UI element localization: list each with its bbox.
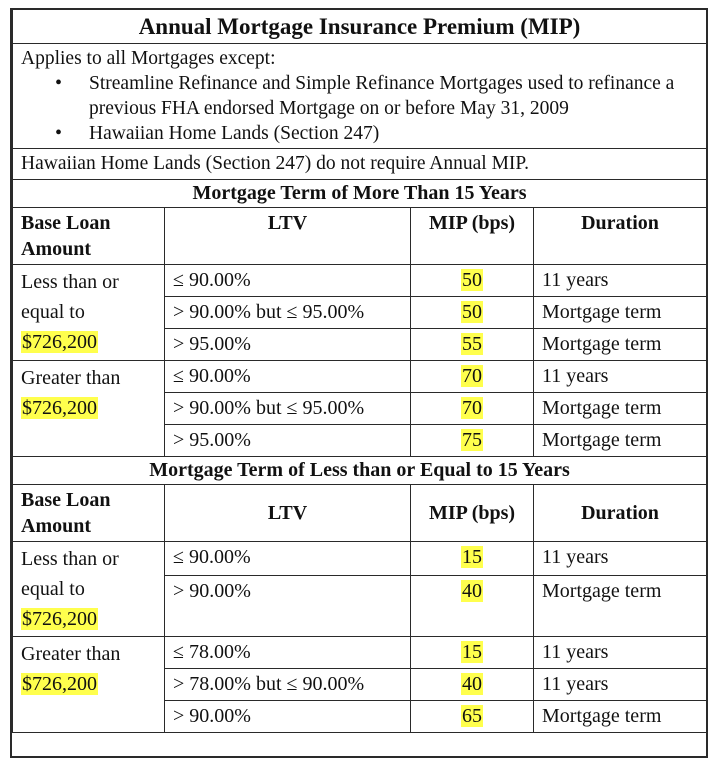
base-loan-amount: $726,200 [22, 673, 97, 695]
base-loan-label: Greater than [21, 643, 121, 665]
section-heading: Mortgage Term of Less than or Equal to 15 Years [13, 457, 707, 485]
duration-cell: Mortgage term [534, 297, 707, 329]
mip-value: 40 [462, 579, 482, 602]
mip-table [12, 10, 707, 733]
ltv-cell: > 90.00% [165, 701, 411, 733]
ltv-cell: ≤ 78.00% [165, 637, 411, 669]
ltv-cell: ≤ 90.00% [165, 265, 411, 297]
exception-item: • Streamline Refinance and Simple Refinance Mortgages used to refinance a previous FHA endorsed Mortgage on or before May 31, 2009 [89, 71, 698, 121]
base-loan-label: Less than or equal to [21, 271, 119, 323]
mip-cell [411, 265, 534, 297]
duration-cell: Mortgage term [534, 575, 707, 636]
hawaii-note: Hawaiian Home Lands (Section 247) do not require Annual MIP. [13, 149, 707, 180]
duration-cell: Mortgage term [534, 701, 707, 733]
ltv-cell: > 95.00% [165, 425, 411, 457]
duration-cell: 11 years [534, 669, 707, 701]
mip-cell [411, 329, 534, 361]
mip-value: 15 [462, 641, 482, 663]
mip-value: 50 [462, 269, 482, 291]
document-title: Annual Mortgage Insurance Premium (MIP) [13, 10, 707, 44]
mip-value: 65 [462, 705, 482, 727]
column-header-base-loan: Base Loan Amount [13, 485, 165, 542]
duration-cell: 11 years [534, 542, 707, 576]
exception-item: • Hawaiian Home Lands (Section 247) [89, 121, 698, 146]
base-loan-amount: $726,200 [22, 397, 97, 419]
mip-cell [411, 637, 534, 669]
ltv-cell: > 90.00% [165, 575, 411, 636]
mip-value: 55 [462, 333, 482, 355]
duration-cell: Mortgage term [534, 425, 707, 457]
ltv-cell: > 78.00% but ≤ 90.00% [165, 669, 411, 701]
ltv-cell: ≤ 90.00% [165, 361, 411, 393]
base-loan-group [13, 542, 165, 637]
section-heading: Mortgage Term of More Than 15 Years [13, 180, 707, 208]
ltv-cell: > 95.00% [165, 329, 411, 361]
column-header-duration: Duration [534, 208, 707, 265]
duration-cell: 11 years [534, 361, 707, 393]
base-loan-label: Less than or equal to [21, 548, 119, 600]
duration-cell: 11 years [534, 637, 707, 669]
base-loan-group [13, 361, 165, 457]
mip-cell [411, 669, 534, 701]
mip-cell [411, 425, 534, 457]
ltv-cell: ≤ 90.00% [165, 542, 411, 576]
duration-cell: Mortgage term [534, 329, 707, 361]
column-header-ltv: LTV [165, 485, 411, 542]
column-header-mip: MIP (bps) [411, 208, 534, 265]
base-loan-amount: $726,200 [22, 331, 97, 353]
mip-value: 70 [462, 397, 482, 419]
mip-cell [411, 393, 534, 425]
mip-value: 75 [462, 429, 482, 451]
applies-section [13, 44, 707, 149]
mip-value: 50 [462, 301, 482, 323]
mip-value: 15 [462, 546, 482, 568]
ltv-cell: > 90.00% but ≤ 95.00% [165, 393, 411, 425]
ltv-cell: > 90.00% but ≤ 95.00% [165, 297, 411, 329]
column-header-mip: MIP (bps) [411, 485, 534, 542]
base-loan-label: Greater than [21, 367, 121, 389]
duration-cell: 11 years [534, 265, 707, 297]
mip-cell [411, 297, 534, 329]
applies-intro: Applies to all Mortgages except: [21, 48, 276, 69]
mip-cell [411, 701, 534, 733]
mip-document [10, 8, 708, 758]
mip-cell [411, 542, 534, 576]
exceptions-list [21, 71, 698, 146]
column-header-ltv: LTV [165, 208, 411, 265]
duration-cell: Mortgage term [534, 393, 707, 425]
base-loan-group [13, 637, 165, 733]
base-loan-group [13, 265, 165, 361]
mip-value: 70 [462, 365, 482, 387]
column-header-duration: Duration [534, 485, 707, 542]
base-loan-amount: $726,200 [22, 608, 97, 630]
mip-cell [411, 575, 534, 636]
mip-value: 40 [462, 673, 482, 695]
column-header-base-loan: Base Loan Amount [13, 208, 165, 265]
mip-cell [411, 361, 534, 393]
